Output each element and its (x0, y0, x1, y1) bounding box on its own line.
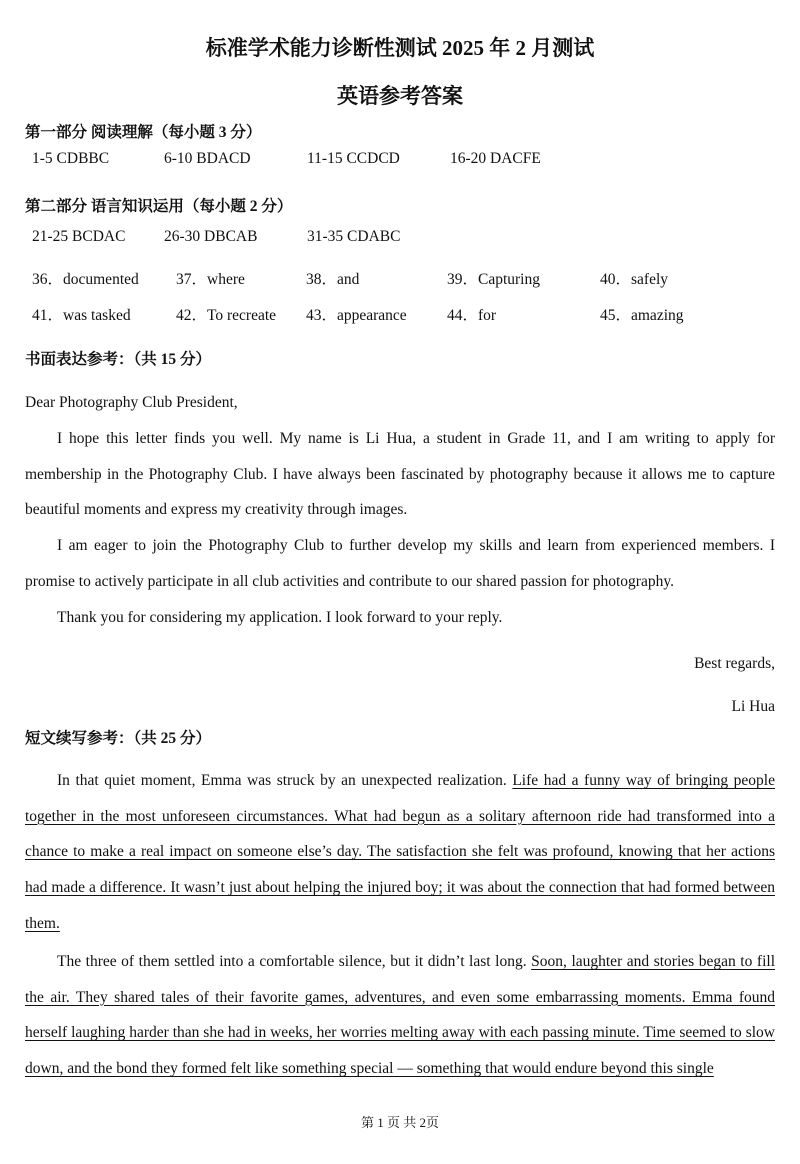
part1-heading: 第一部分 阅读理解（每小题 3 分） (25, 124, 262, 141)
underlined-text: Life had a funny way of bringing people together in the most unforeseen circumstances. What had begun as a solitary afternoon ride had transformed into a chance to make a real impact on someone else’s day. The satisfaction she felt was profound, knowing that her actions had made a difference. It wasn’t just about helping the injured boy; it was about the connection that had formed between them. (25, 772, 775, 932)
answer-group: 21-25 BCDAC (32, 228, 126, 245)
letter-paragraph: Thank you for considering my application. I look forward to your reply. (57, 609, 503, 626)
letter-paragraph: I hope this letter finds you well. My name is Li Hua, a student in Grade 11, and I am writing to apply for membership in the Photography Club. I have always been fascinated by photography because it allows me to capture beautiful moments and express my creativity through images. (25, 430, 775, 519)
blank-answer: 38．and (306, 271, 360, 288)
continuation-heading: 短文续写参考：（共 25 分） (25, 730, 212, 747)
answer-group: 31-35 CDABC (307, 228, 401, 245)
part2-answers-row (0, 228, 800, 248)
blank-answer: 37．where (176, 271, 245, 288)
answer-group: 26-30 DBCAB (164, 228, 258, 245)
letter-signature: Li Hua (731, 698, 775, 715)
underlined-text: Soon, laughter and stories began to fill the air. They shared tales of their favorite games, adventures, and even some embarrassing moments. Emma found herself laughing harder than she had in weeks, her worries melting away with each passing minute. Time seemed to slow down, and the bond they formed felt like something special — something that would endure beyond this single (25, 953, 776, 1078)
letter-paragraph: I am eager to join the Photography Club to further develop my skills and learn from experienced members. I promise to actively participate in all club activities and contribute to our shared passion for photography. (25, 537, 775, 590)
plain-text: In that quiet moment, Emma was struck by an unexpected realization. (57, 772, 513, 789)
blank-answer: 36．documented (32, 271, 139, 288)
answer-group: 16-20 DACFE (450, 150, 541, 167)
answer-group: 1-5 CDBBC (32, 150, 110, 167)
answer-group: 6-10 BDACD (164, 150, 251, 167)
continuation-paragraph (25, 944, 775, 1087)
page-subtitle: 英语参考答案 (337, 84, 463, 108)
blank-answer: 40．safely (600, 271, 669, 288)
page-number: 第 1 页 共 2页 (360, 1115, 439, 1130)
page-title: 标准学术能力诊断性测试 2025 年 2 月测试 (205, 36, 595, 60)
blank-answer: 43．appearance (306, 307, 407, 324)
continuation-paragraph (25, 763, 775, 942)
blank-answer: 42．To recreate (176, 307, 277, 324)
letter-closing: Best regards, (694, 655, 775, 672)
letter-salutation: Dear Photography Club President, (25, 394, 238, 411)
blanks-row-2 (0, 303, 800, 323)
part1-answers-row (0, 150, 800, 170)
plain-text: The three of them settled into a comfortable silence, but it didn’t last long. (57, 953, 532, 970)
part2-heading: 第二部分 语言知识运用（每小题 2 分） (25, 198, 293, 215)
answer-group: 11-15 CCDCD (307, 150, 400, 167)
blank-answer: 39．Capturing (447, 271, 540, 288)
blank-answer: 45．amazing (600, 307, 684, 324)
writing-heading: 书面表达参考：（共 15 分） (25, 351, 212, 368)
blank-answer: 41．was tasked (32, 307, 131, 324)
blank-answer: 44．for (447, 307, 497, 324)
blanks-row-1 (0, 267, 800, 287)
